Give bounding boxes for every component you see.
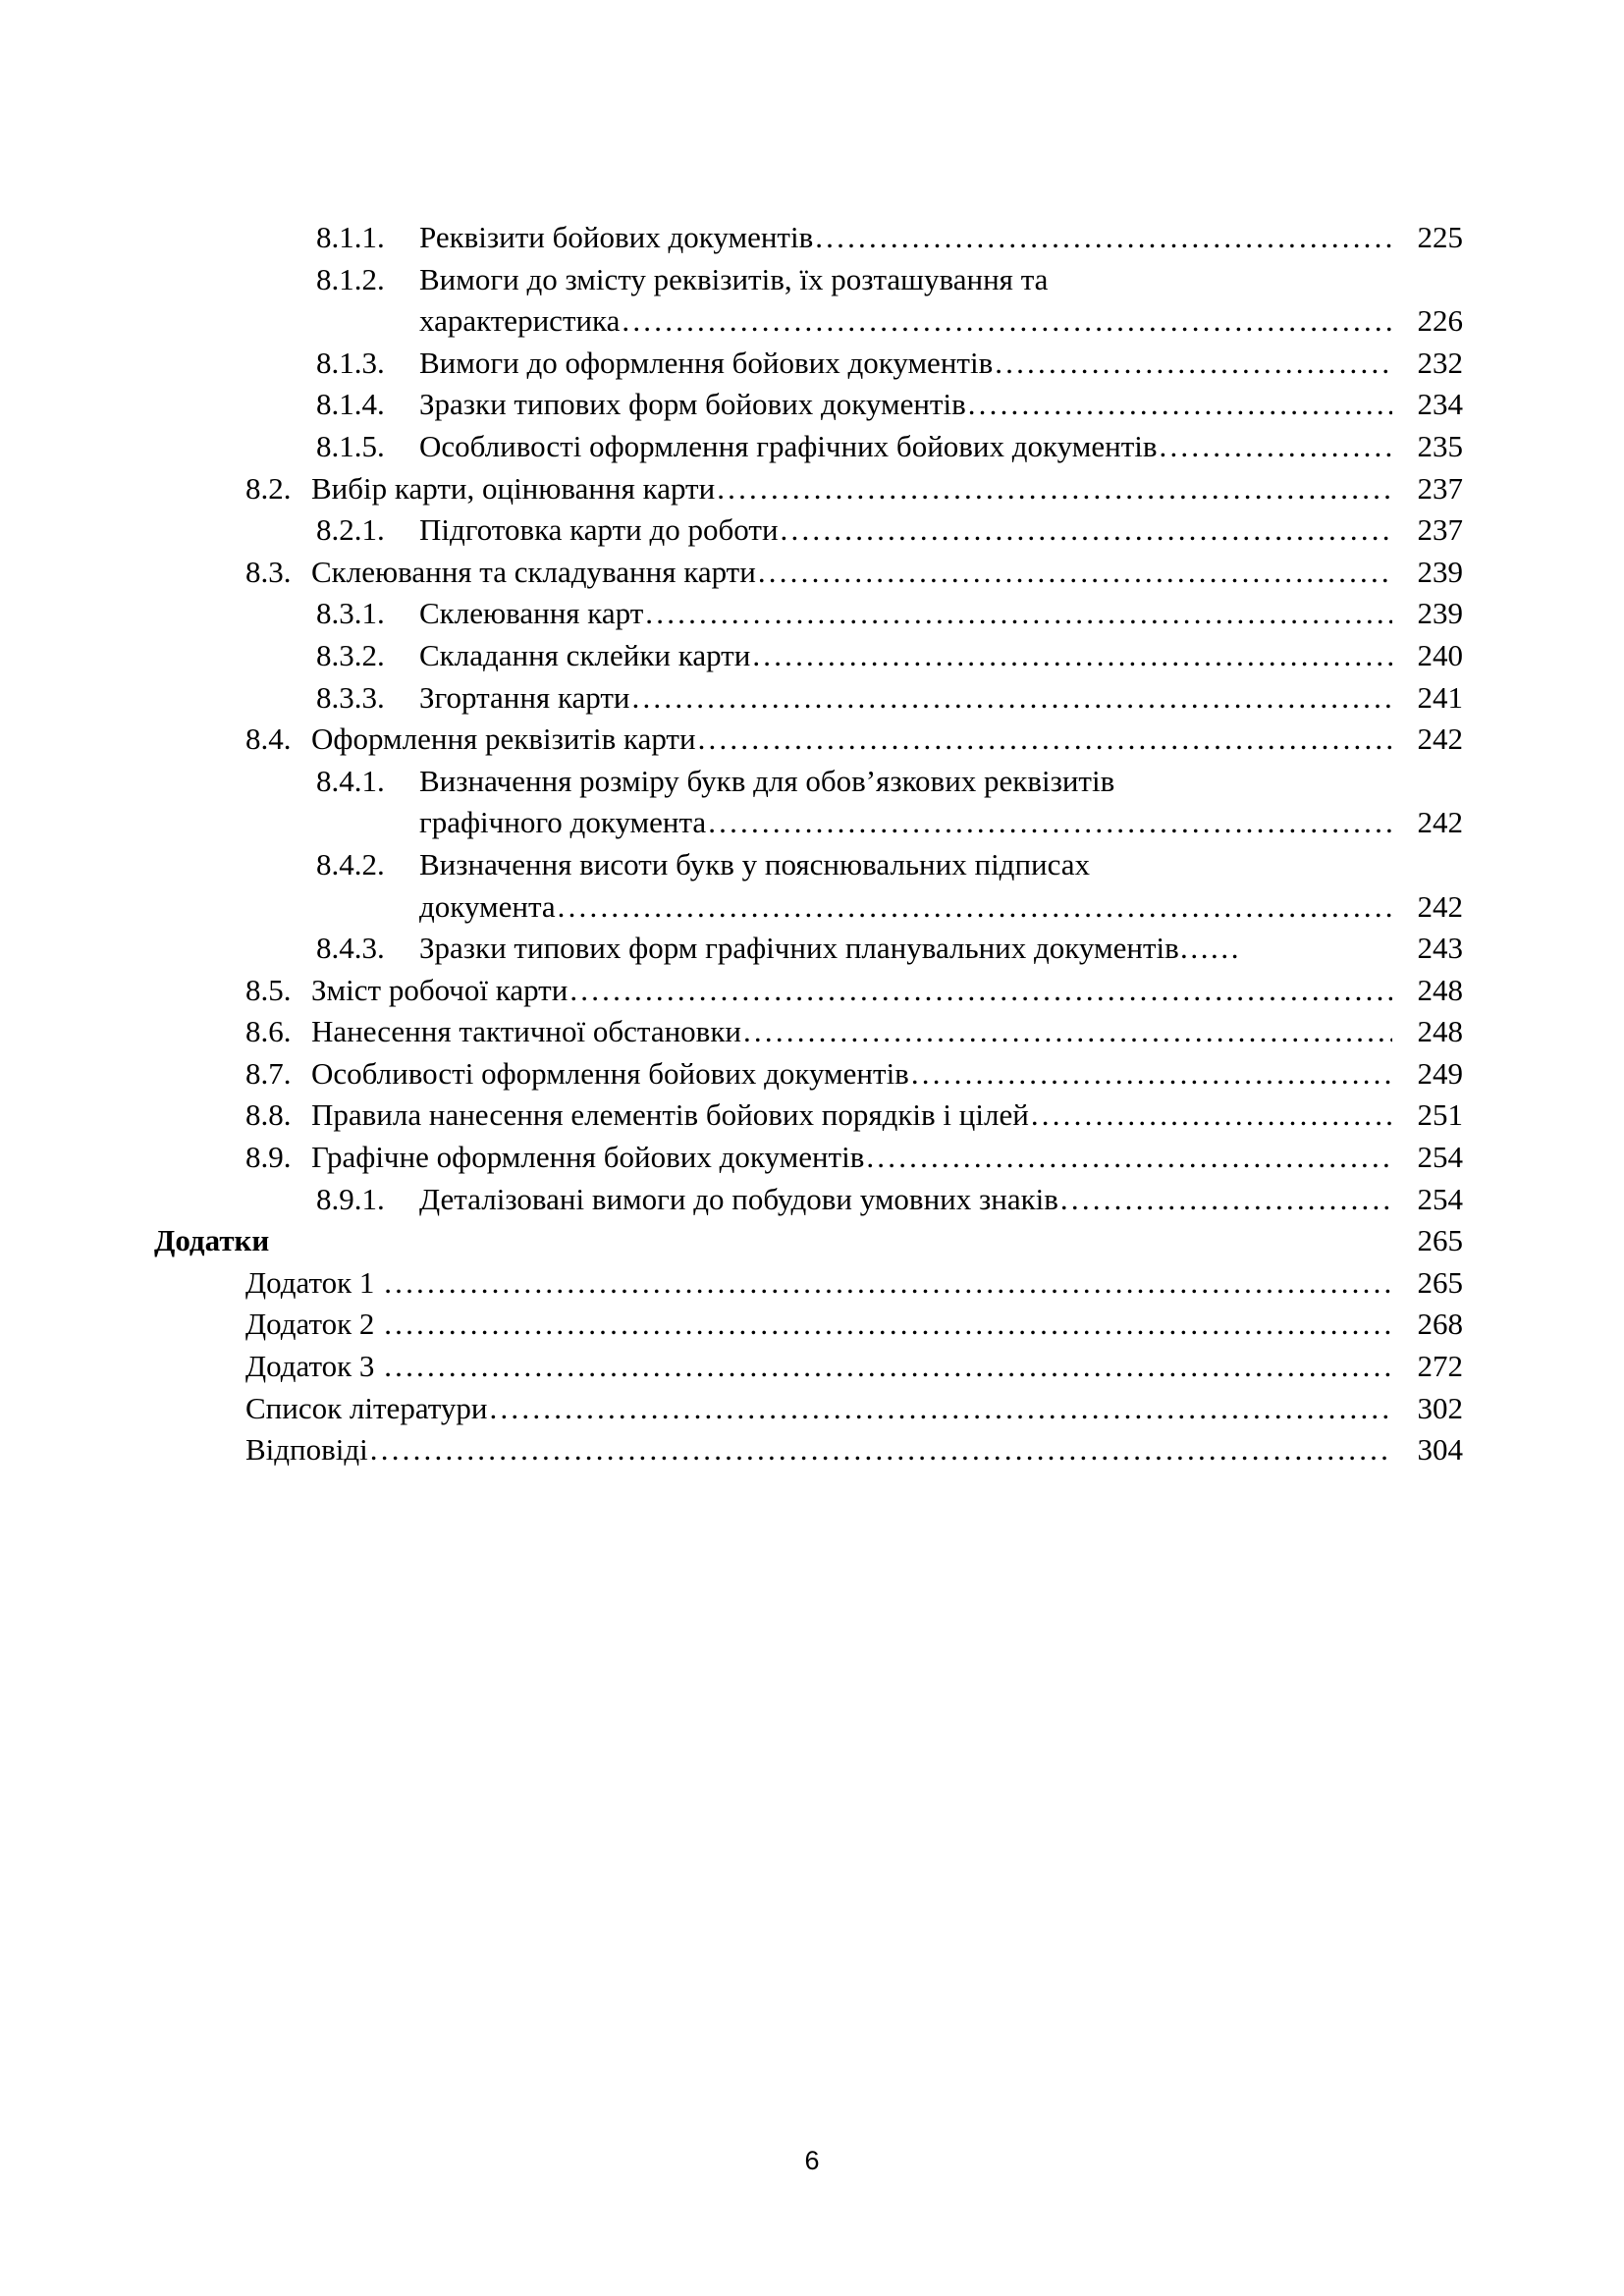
toc-entry-title: Зразки типових форм бойових документів [419,387,966,422]
toc-entry-number: 8.4. [245,721,292,757]
toc-row [316,343,1463,385]
toc-row [316,928,1463,970]
toc-row [245,970,1463,1012]
toc-entry-page: 242 [1417,721,1463,757]
toc-entry-page: 248 [1417,1014,1463,1049]
toc-entry-title: Оформлення реквізитів карти [311,721,696,757]
dot-leader [717,468,1392,510]
toc-entry-page: 225 [1417,220,1463,254]
toc-entry-number: 8.3.2. [316,637,385,672]
toc-entry-number: 8.6. [245,1014,292,1049]
toc-entry-title: Список літератури [245,1390,488,1425]
toc-entry-title: документа [419,888,556,924]
toc-entry-title: Особливості оформлення бойових документів [311,1055,909,1091]
toc-entry-number: 8.1.1. [316,220,385,254]
dot-leader [384,1346,1392,1388]
toc-entry-title: Нанесення тактичної обстановки [311,1014,741,1049]
toc-entry-page: 265 [1417,1223,1463,1258]
toc-entry-title: Визначення розміру букв для обов’язкових реквізитів [419,763,1115,798]
toc-entry-number: 8.2.1. [316,512,385,548]
toc-entry-page: 226 [1417,303,1463,339]
toc-entry-title: Згортання карти [419,679,630,715]
dot-leader [911,1053,1392,1095]
toc-entry-page: 239 [1417,554,1463,589]
toc-entry-title: Деталізовані вимоги до побудови умовних знаків [419,1181,1058,1216]
dot-leader [569,970,1392,1012]
toc-entry-number: 8.3.1. [316,596,385,631]
dot-leader [490,1388,1392,1430]
toc-entry-title: Додатки [154,1223,270,1258]
toc-row [245,1137,1463,1179]
toc-row [245,1388,1463,1430]
toc-entry-title: Склеювання карт [419,596,644,631]
toc-entry-page: 254 [1417,1181,1463,1216]
toc-entry-number: 8.9.1. [316,1181,385,1216]
toc-entry-number: 8.5. [245,972,292,1007]
toc-entry-number: 8.4.2. [316,846,385,881]
toc-entry-page: 249 [1417,1055,1463,1091]
dot-leader [866,1137,1392,1179]
toc-row [154,1220,1463,1262]
toc-row [316,217,1463,259]
footer-page-number: 6 [804,2146,820,2175]
toc-entry-page: 242 [1417,888,1463,924]
toc-row [245,1429,1463,1471]
toc-entry-page: 302 [1417,1390,1463,1425]
toc-entry-title: Підготовка карти до роботи [419,512,779,548]
dot-leader [758,552,1392,594]
toc-entry-number: 8.3.3. [316,679,385,715]
toc-row [245,1304,1463,1346]
dot-leader [968,384,1392,426]
toc-row [419,300,1463,343]
toc-entry-title: Склеювання та складування карти [311,554,756,589]
toc-row [316,677,1463,720]
dot-leader [1060,1179,1392,1221]
toc-row [316,761,1463,803]
toc-entry-number: 8.4.1. [316,763,385,798]
toc-entry-number: 8.1.3. [316,345,385,380]
toc-entry-page: 239 [1417,596,1463,631]
toc-row [245,1346,1463,1388]
toc-entry-page: 251 [1417,1097,1463,1133]
toc-entry-page: 240 [1417,637,1463,672]
dot-leader [370,1429,1392,1471]
dot-leader [995,343,1392,385]
toc-entry-title: Реквізити бойових документів [419,220,814,254]
dot-leader [743,1011,1392,1053]
table-of-contents [154,217,1463,1471]
toc-entry-number: 8.9. [245,1140,292,1175]
dot-leader [622,300,1392,343]
toc-row [316,259,1463,301]
toc-row [316,384,1463,426]
dot-leader [632,677,1392,720]
toc-entry-title: Зразки типових форм графічних планувальних документів…… [419,931,1240,966]
toc-entry-title: Вибір карти, оцінювання карти [311,470,716,506]
toc-entry-number: 8.7. [245,1055,292,1091]
toc-entry-page: 235 [1417,428,1463,463]
toc-entry-number: 8.1.2. [316,261,385,296]
dot-leader [815,217,1392,259]
toc-row [316,593,1463,635]
toc-entry-page: 234 [1417,387,1463,422]
toc-entry-title: Відповіді [245,1432,368,1468]
toc-entry-page: 304 [1417,1432,1463,1468]
page-footer [0,2146,1624,2176]
toc-entry-title: Графічне оформлення бойових документів [311,1140,865,1175]
toc-entry-page: 265 [1417,1264,1463,1300]
dot-leader [1160,426,1392,468]
toc-entry-page: 237 [1417,512,1463,548]
toc-entry-title: Додаток 2 [245,1307,383,1342]
toc-row [316,635,1463,677]
toc-entry-title: характеристика [419,303,621,339]
toc-entry-page: 248 [1417,972,1463,1007]
toc-entry-number: 8.3. [245,554,292,589]
toc-entry-number: 8.1.5. [316,428,385,463]
toc-entry-number: 8.4.3. [316,931,385,966]
toc-row [245,468,1463,510]
toc-entry-page: 237 [1417,470,1463,506]
toc-entry-title: Додаток 3 [245,1349,383,1384]
toc-entry-title: Складання склейки карти [419,637,751,672]
toc-row [316,509,1463,552]
toc-entry-title: Правила нанесення елементів бойових порядків і цілей [311,1097,1029,1133]
toc-entry-page: 232 [1417,345,1463,380]
toc-entry-title: Вимоги до оформлення бойових документів [419,345,994,380]
toc-entry-page: 268 [1417,1307,1463,1342]
toc-row [245,552,1463,594]
toc-entry-title: графічного документа [419,805,707,840]
dot-leader [558,886,1392,929]
toc-entry-title: Визначення висоти букв у пояснювальних підписах [419,846,1091,881]
dot-leader [698,719,1392,761]
dot-leader [708,802,1392,844]
toc-entry-title: Додаток 1 [245,1264,383,1300]
toc-entry-number: 8.1.4. [316,387,385,422]
toc-entry-page: 272 [1417,1349,1463,1384]
toc-row [316,426,1463,468]
dot-leader [645,593,1392,635]
dot-leader [384,1262,1392,1305]
toc-entry-number: 8.8. [245,1097,292,1133]
dot-leader [752,635,1392,677]
toc-entry-page: 241 [1417,679,1463,715]
toc-row [316,844,1463,886]
toc-entry-number: 8.2. [245,470,292,506]
dot-leader [1031,1095,1392,1137]
toc-row [245,1053,1463,1095]
toc-entry-page: 242 [1417,805,1463,840]
toc-row [419,802,1463,844]
toc-entry-title: Зміст робочої карти [311,972,568,1007]
toc-row [316,1179,1463,1221]
toc-row [245,1262,1463,1305]
toc-entry-title: Особливості оформлення графічних бойових документів [419,428,1158,463]
dot-leader [781,509,1392,552]
toc-row [245,1095,1463,1137]
toc-entry-page: 254 [1417,1140,1463,1175]
dot-leader [384,1304,1392,1346]
toc-row [245,1011,1463,1053]
toc-entry-title: Вимоги до змісту реквізитів, їх розташування та [419,261,1049,296]
toc-row [419,886,1463,929]
toc-row [245,719,1463,761]
toc-entry-page: 243 [1417,931,1463,966]
